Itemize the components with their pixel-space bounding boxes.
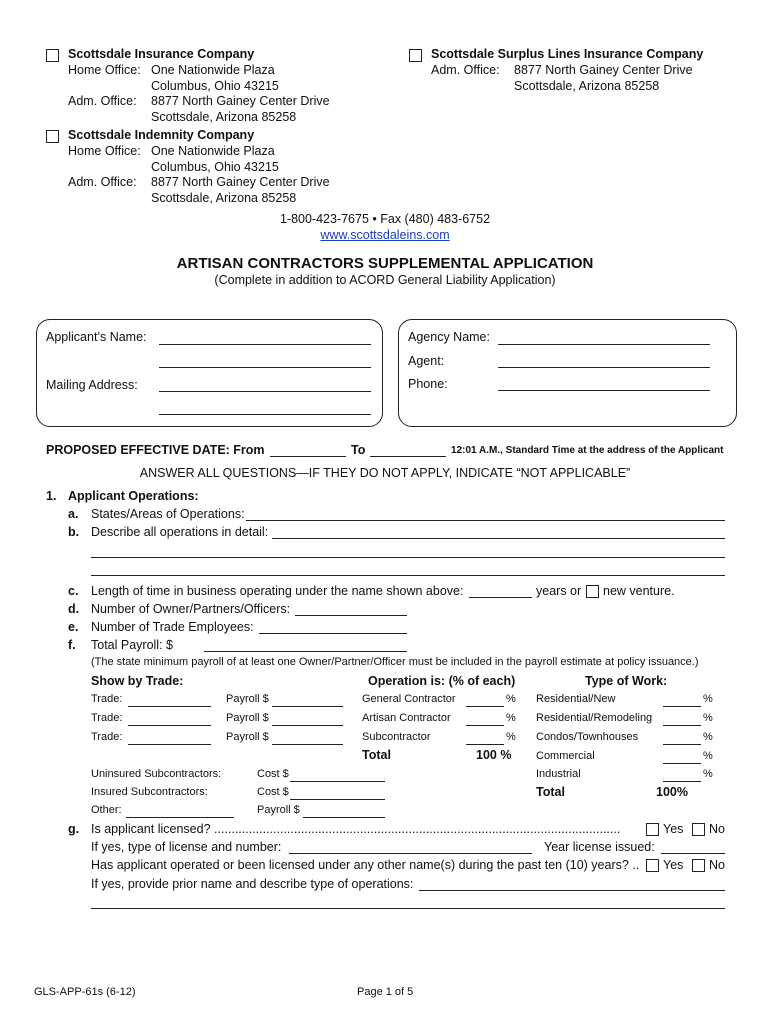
sind-home-label: Home Office: — [68, 144, 141, 158]
describe-operations-field[interactable] — [272, 538, 725, 539]
years-in-business-field[interactable] — [469, 597, 532, 598]
licensed-yes-label: Yes — [663, 822, 684, 836]
describe-operations-field-2[interactable] — [91, 557, 725, 558]
page-title: ARTISAN CONTRACTORS SUPPLEMENTAL APPLICATION — [176, 255, 594, 272]
effective-from-field[interactable] — [270, 456, 346, 457]
sind-adm-label: Adm. Office: — [68, 175, 137, 189]
total-payroll-field[interactable] — [204, 651, 407, 652]
item-g-text: Is applicant licensed? ..................................................................................................................... — [91, 822, 621, 836]
trade-label-3: Trade: — [91, 731, 123, 743]
page-number: Page 1 of 5 — [357, 986, 414, 998]
form-number: GLS-APP-61s (6-12) — [34, 986, 136, 998]
sic-adm-line1: 8877 North Gainey Center Drive — [151, 94, 330, 108]
op-pct-field-3[interactable] — [466, 744, 504, 745]
uninsured-cost-label: Cost $ — [257, 768, 289, 780]
work-industrial: Industrial — [536, 768, 581, 780]
other-names-yes-checkbox[interactable] — [646, 859, 659, 872]
sind-adm-line2: Scottsdale, Arizona 85258 — [151, 191, 297, 205]
op-pct-sign-3: % — [506, 731, 516, 743]
applicant-name-field[interactable] — [159, 344, 371, 345]
trade-field-1[interactable] — [128, 706, 211, 707]
other-payroll-label: Payroll $ — [257, 804, 300, 816]
states-areas-field[interactable] — [246, 520, 725, 521]
licensed-no-checkbox[interactable] — [692, 823, 705, 836]
payroll-note: (The state minimum payroll of at least one Owner/Partner/Officer must be included in the payroll estimate at policy issuance.) — [91, 656, 699, 668]
work-pct-sign-2: % — [703, 712, 713, 724]
operation-header: Operation is: (% of each) — [368, 674, 516, 688]
licensed-yes-checkbox[interactable] — [646, 823, 659, 836]
effective-to-label: To — [351, 443, 366, 457]
item-e-text: Number of Trade Employees: — [91, 620, 254, 634]
trade-payroll-field-2[interactable] — [272, 725, 343, 726]
insured-cost-field[interactable] — [290, 799, 385, 800]
sind-adm-line1: 8877 North Gainey Center Drive — [151, 175, 330, 189]
other-payroll-field[interactable] — [303, 817, 385, 818]
op-total-label: Total — [362, 748, 391, 762]
work-residential-new: Residential/New — [536, 693, 616, 705]
ssl-name: Scottsdale Surplus Lines Insurance Company — [431, 47, 704, 61]
trade-payroll-field-3[interactable] — [272, 744, 343, 745]
prior-name-field-2[interactable] — [91, 908, 725, 909]
prior-name-label: If yes, provide prior name and describe type of operations: — [91, 877, 414, 891]
phone-field[interactable] — [498, 390, 710, 391]
work-pct-field-2[interactable] — [663, 725, 701, 726]
other-names-yes-label: Yes — [663, 858, 684, 872]
page-subtitle: (Complete in addition to ACORD General Liability Application) — [214, 273, 556, 287]
other-names-no-label: No — [709, 858, 725, 872]
sic-checkbox[interactable] — [46, 49, 59, 62]
insured-cost-label: Cost $ — [257, 786, 289, 798]
sic-home-label: Home Office: — [68, 63, 141, 77]
work-pct-sign-3: % — [703, 731, 713, 743]
instruction-text: ANSWER ALL QUESTIONS—IF THEY DO NOT APPLY, INDICATE “NOT APPLICABLE” — [139, 466, 631, 480]
applicant-name-label: Applicant’s Name: — [46, 330, 147, 344]
section1-number: 1. — [46, 489, 57, 503]
work-pct-sign-4: % — [703, 750, 713, 762]
sind-home-line2: Columbus, Ohio 43215 — [151, 160, 279, 174]
op-total-value: 100 % — [476, 748, 512, 762]
ssl-adm-label: Adm. Office: — [431, 63, 500, 77]
sind-checkbox[interactable] — [46, 130, 59, 143]
new-venture-checkbox[interactable] — [586, 585, 599, 598]
op-general-contractor: General Contractor — [362, 693, 456, 705]
phone-label: Phone: — [408, 377, 448, 391]
item-a-letter: a. — [68, 507, 79, 521]
agency-name-label: Agency Name: — [408, 330, 490, 344]
agency-name-field[interactable] — [498, 344, 710, 345]
year-license-label: Year license issued: — [544, 840, 655, 854]
item-d-letter: d. — [68, 602, 80, 616]
payroll-label-3: Payroll $ — [226, 731, 269, 743]
op-pct-field-2[interactable] — [466, 725, 504, 726]
work-pct-sign-5: % — [703, 768, 713, 780]
trade-label-2: Trade: — [91, 712, 123, 724]
work-condos-townhouses: Condos/Townhouses — [536, 731, 639, 743]
work-pct-field-3[interactable] — [663, 744, 701, 745]
other-field[interactable] — [126, 817, 234, 818]
uninsured-cost-field[interactable] — [290, 781, 385, 782]
mailing-address-field-2[interactable] — [159, 414, 371, 415]
op-pct-sign-1: % — [506, 693, 516, 705]
op-pct-sign-2: % — [506, 712, 516, 724]
trade-label-1: Trade: — [91, 693, 123, 705]
work-pct-field-1[interactable] — [663, 706, 701, 707]
applicant-name-field-2[interactable] — [159, 367, 371, 368]
years-or-text: years or — [536, 584, 582, 598]
item-g-letter: g. — [68, 822, 80, 836]
work-pct-sign-1: % — [703, 693, 713, 705]
work-residential-remodeling: Residential/Remodeling — [536, 712, 653, 724]
website-link[interactable]: www.scottsdaleins.com — [320, 228, 450, 242]
sind-name: Scottsdale Indemnity Company — [68, 128, 255, 142]
item-f-letter: f. — [68, 638, 76, 652]
ssl-checkbox[interactable] — [409, 49, 422, 62]
effective-note: 12:01 A.M., Standard Time at the address of the Applicant — [451, 445, 724, 456]
sic-home-line2: Columbus, Ohio 43215 — [151, 79, 279, 93]
work-total-value: 100% — [656, 785, 688, 799]
sic-adm-label: Adm. Office: — [68, 94, 137, 108]
other-names-text: Has applicant operated or been licensed under any other name(s) during the past ten (10) years? .. — [91, 858, 640, 872]
describe-operations-field-3[interactable] — [91, 575, 725, 576]
trade-field-3[interactable] — [128, 744, 211, 745]
item-c-letter: c. — [68, 584, 79, 598]
ssl-adm-line1: 8877 North Gainey Center Drive — [514, 63, 693, 77]
other-names-no-checkbox[interactable] — [692, 859, 705, 872]
type-of-work-header: Type of Work: — [585, 674, 668, 688]
op-artisan-contractor: Artisan Contractor — [362, 712, 451, 724]
owners-count-field[interactable] — [295, 615, 407, 616]
op-pct-field-1[interactable] — [466, 706, 504, 707]
work-pct-field-4[interactable] — [663, 763, 701, 764]
year-license-field[interactable] — [661, 853, 725, 854]
item-c-text: Length of time in business operating under the name shown above: — [91, 584, 464, 598]
item-a-text: States/Areas of Operations: — [91, 507, 245, 521]
prior-name-field[interactable] — [419, 890, 725, 891]
license-type-field[interactable] — [289, 853, 532, 854]
agent-field[interactable] — [498, 367, 710, 368]
op-subcontractor: Subcontractor — [362, 731, 431, 743]
sind-home-line1: One Nationwide Plaza — [151, 144, 275, 158]
work-commercial: Commercial — [536, 750, 595, 762]
effective-date-label: PROPOSED EFFECTIVE DATE: From — [46, 443, 265, 457]
insured-subs-label: Insured Subcontractors: — [91, 786, 208, 798]
trade-field-2[interactable] — [128, 725, 211, 726]
sic-adm-line2: Scottsdale, Arizona 85258 — [151, 110, 297, 124]
contact-website-wrap — [0, 228, 770, 242]
mailing-address-label: Mailing Address: — [46, 378, 138, 392]
mailing-address-field[interactable] — [159, 391, 371, 392]
other-label: Other: — [91, 804, 122, 816]
work-total-label: Total — [536, 785, 565, 799]
trade-employees-field[interactable] — [259, 633, 407, 634]
effective-to-field[interactable] — [370, 456, 446, 457]
item-b-text: Describe all operations in detail: — [91, 525, 269, 539]
licensed-no-label: No — [709, 822, 725, 836]
item-b-letter: b. — [68, 525, 80, 539]
item-d-text: Number of Owner/Partners/Officers: — [91, 602, 291, 616]
item-f-text: Total Payroll: $ — [91, 638, 173, 652]
contact-phone-fax: 1-800-423-7675 • Fax (480) 483-6752 — [279, 212, 491, 226]
work-pct-field-5[interactable] — [663, 781, 701, 782]
uninsured-subs-label: Uninsured Subcontractors: — [91, 768, 222, 780]
show-by-trade-header: Show by Trade: — [91, 674, 184, 688]
sic-name: Scottsdale Insurance Company — [68, 47, 255, 61]
payroll-label-1: Payroll $ — [226, 693, 269, 705]
sic-home-line1: One Nationwide Plaza — [151, 63, 275, 77]
section1-title: Applicant Operations: — [68, 489, 199, 503]
trade-payroll-field-1[interactable] — [272, 706, 343, 707]
new-venture-text: new venture. — [603, 584, 675, 598]
payroll-label-2: Payroll $ — [226, 712, 269, 724]
item-e-letter: e. — [68, 620, 79, 634]
license-type-label: If yes, type of license and number: — [91, 840, 282, 854]
agent-label: Agent: — [408, 354, 445, 368]
ssl-adm-line2: Scottsdale, Arizona 85258 — [514, 79, 660, 93]
